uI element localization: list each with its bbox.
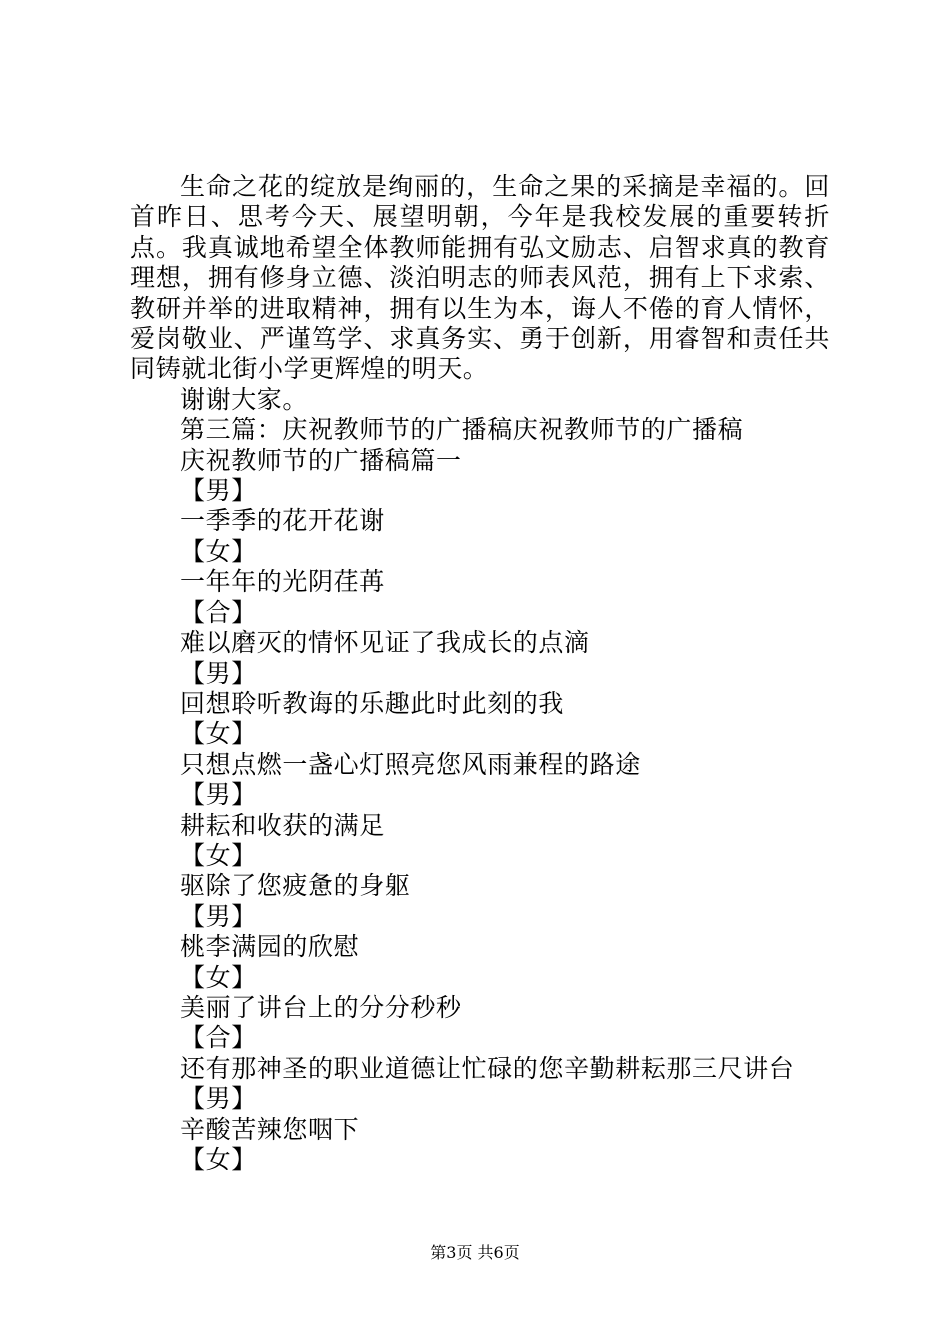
text-line: 【女】 bbox=[180, 840, 257, 870]
text-line: 【女】 bbox=[180, 536, 257, 566]
document-body bbox=[130, 172, 830, 1175]
script-lines bbox=[130, 385, 830, 1176]
text-line: 【男】 bbox=[180, 476, 257, 506]
text-line: 驱除了您疲惫的身躯 bbox=[180, 871, 411, 901]
text-line: 【男】 bbox=[180, 780, 257, 810]
page-footer: 第3页 共6页 bbox=[430, 1243, 520, 1262]
text-line: 【女】 bbox=[180, 962, 257, 992]
closing-paragraph: 生命之花的绽放是绚丽的，生命之果的采摘是幸福的。回首昨日、思考今天、展望明朝，今年是我校发展的重要转折点。我真诚地希望全体教师能拥有弘文励志、启智求真的教育理想，拥有修身立德、淡泊明志的师表风范，拥有上下求索、教研并举的进取精神，拥有以生为本，诲人不倦的育人情怀，爱岗敬业、严谨笃学、求真务实、勇于创新，用睿智和责任共同铸就北街小学更辉煌的明天。 bbox=[130, 172, 830, 384]
text-line: 辛酸苦辣您咽下 bbox=[180, 1114, 360, 1144]
text-line: 【合】 bbox=[180, 597, 257, 627]
text-line: 【女】 bbox=[180, 1145, 257, 1174]
text-line: 【男】 bbox=[180, 658, 257, 688]
text-line: 回想聆听教诲的乐趣此时此刻的我 bbox=[180, 688, 565, 718]
text-line: 还有那神圣的职业道德让忙碌的您辛勤耕耘那三尺讲台 bbox=[180, 1053, 795, 1083]
text-line: 桃李满园的欣慰 bbox=[180, 932, 360, 962]
text-line: 庆祝教师节的广播稿篇一 bbox=[180, 445, 462, 475]
text-line: 一年年的光阴荏苒 bbox=[180, 567, 385, 597]
text-line: 第三篇：庆祝教师节的广播稿庆祝教师节的广播稿 bbox=[180, 415, 744, 445]
text-line: 耕耘和收获的满足 bbox=[180, 810, 385, 840]
text-line: 【男】 bbox=[180, 901, 257, 931]
text-line: 【男】 bbox=[180, 1084, 257, 1114]
text-line: 美丽了讲台上的分分秒秒 bbox=[180, 992, 462, 1022]
text-line: 【合】 bbox=[180, 1023, 257, 1053]
text-line: 只想点燃一盏心灯照亮您风雨兼程的路途 bbox=[180, 749, 641, 779]
text-line: 难以磨灭的情怀见证了我成长的点滴 bbox=[180, 628, 590, 658]
text-line: 一季季的花开花谢 bbox=[180, 506, 385, 536]
text-line: 【女】 bbox=[180, 719, 257, 749]
text-line: 谢谢大家。 bbox=[180, 384, 309, 414]
